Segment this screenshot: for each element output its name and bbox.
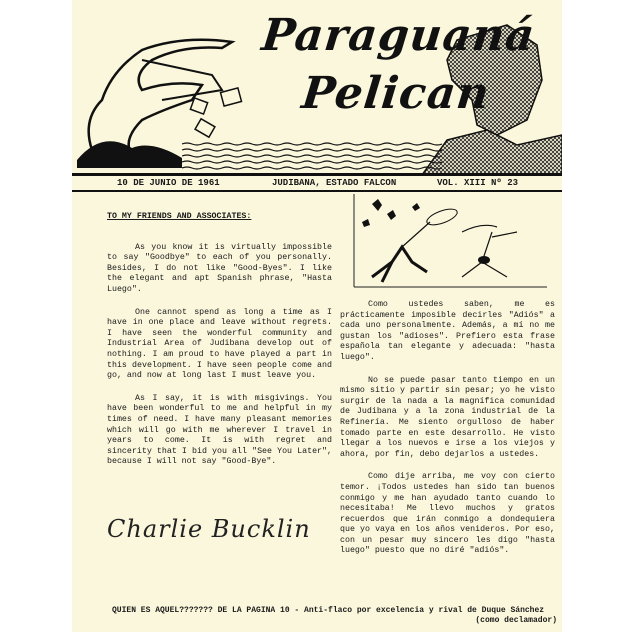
english-letter [107,212,332,480]
english-paragraph: As I say, it is with misgivings. You have been wonderful to me and helpful in my times of need. I have many pleasant memories which will go with me wherever I travel in years to come. It is with regret and sincerity that I bid you all "See You Later", because I will not say "Good-Bye". [107,393,332,467]
dateline [72,176,562,190]
issue-date: 10 DE JUNIO DE 1961 [117,178,220,188]
issue-location: JUDIBANA, ESTADO FALCON [272,178,397,188]
butterfly-chase-cartoon [352,192,552,292]
english-paragraph: As you know it is virtually impossible to say "Goodbye" to each of you personally. Besides, I do not like "Good-Byes". I like the elegant and apt Spanish phrase, "Hasta Luego". [107,242,332,294]
spanish-paragraph: Como ustedes saben, me es prácticamente imposible decirles "Adiós" a cada uno personalmente. Además, a mí no me gustan los "adioses". Prefiero esta frase española tan elegante y adecuada: "hasta luego". [340,300,555,362]
newsletter-page [72,0,562,632]
masthead-title-line1: Paraguaná [259,10,538,61]
masthead [72,0,562,175]
footer-note [112,606,557,626]
letter-salutation: TO MY FRIENDS AND ASSOCIATES: [107,212,252,221]
sea-waves-decoration [182,140,442,172]
spanish-paragraph: No se puede pasar tanto tiempo en un mismo sitio y partir sin pesar; yo he visto surgir de la nada a la magnífica comunidad de Judibana y a la zona industrial de la Refinería. Me siento orgulloso de haber tomado parte en este desarrollo. He visto llegar a los nuevos e irse a los viejos y ahora, por fin, debo dejarlos a ustedes. [340,375,555,459]
issue-volume: VOL. XIII Nº 23 [437,178,519,188]
spanish-paragraph: Como dije arriba, me voy con cierto temor. ¡Todos ustedes han sido tan buenos conmigo y me han ayudado tanto cuando lo necesitaba! Me llevo muchos y gratos recuerdos que irán conmigo a dondequiera que yo vaya en los años venideros. Por eso, con un pesar muy sincero les digo "hasta luego" puesto que no diré "adiós". [340,472,555,556]
footer-line2: (como declamador) [475,616,557,625]
signature: Charlie Bucklin [107,515,311,543]
masthead-title-line2: Pelican [299,68,493,119]
footer-line1: QUIEN ES AQUEL??????? DE LA PAGINA 10 - Anti-flaco por excelencia y rival de Duque Sánchez [112,606,545,615]
spanish-letter [340,300,555,569]
english-paragraph: One cannot spend as long a time as I have in one place and leave without regrets. I have seen the wonderful community and Industrial Area of Judibana develop out of nothing. I am proud to have played a part in this development. I have seen people come and go, and now at long last I must leave you. [107,307,332,381]
